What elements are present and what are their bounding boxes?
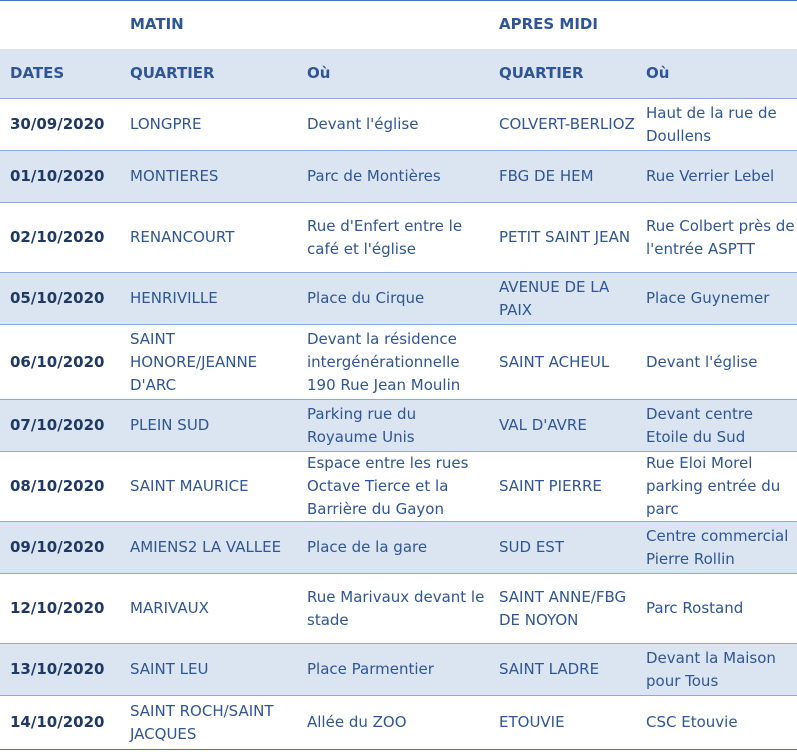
- ou-matin-cell: Place de la gare: [307, 538, 428, 556]
- ou-apres-cell: Devant l'église: [646, 352, 758, 371]
- ou-apres-cell: Rue Verrier Lebel: [646, 167, 775, 185]
- quartier-matin-cell: SAINT MAURICE: [130, 477, 249, 495]
- quartier-matin-cell: RENANCOURT: [130, 228, 235, 246]
- quartier-matin-cell: SAINT LEU: [130, 660, 209, 678]
- ou-apres-cell: CSC Etouvie: [646, 713, 738, 731]
- quartier-apres-cell: SAINT LADRE: [499, 660, 600, 678]
- ou-apres-cell: Place Guynemer: [646, 289, 770, 307]
- quartier-matin-cell: SAINT ROCH/SAINT JACQUES: [130, 701, 274, 743]
- quartier-apres-cell: COLVERT-BERLIOZ: [499, 115, 635, 133]
- ou-apres-cell: Devant centre Etoile du Sud: [646, 404, 753, 446]
- date-cell: 01/10/2020: [10, 167, 105, 185]
- ou-apres-cell: Parc Rostand: [646, 599, 744, 617]
- ou-matin-cell: Rue Marivaux devant le stade: [307, 587, 485, 629]
- ou-matin-column-header: Où: [307, 63, 331, 82]
- ou-apres-cell: Devant la Maison pour Tous: [646, 648, 776, 690]
- table-row: [0, 325, 797, 400]
- ou-matin-cell: Place du Cirque: [307, 289, 425, 307]
- quartier-matin-cell: LONGPRE: [130, 115, 202, 133]
- quartier-apres-cell: VAL D'AVRE: [499, 416, 587, 434]
- table-row: [0, 696, 797, 750]
- date-cell: 13/10/2020: [10, 660, 105, 678]
- table-row: [0, 644, 797, 696]
- ou-apres-cell: Centre commercial Pierre Rollin: [646, 526, 789, 568]
- table-row: [0, 151, 797, 203]
- schedule-rows: [0, 99, 797, 750]
- quartier-matin-cell: PLEIN SUD: [130, 416, 210, 434]
- date-cell: 12/10/2020: [10, 599, 105, 617]
- ou-apres-column-header: Où: [646, 63, 670, 82]
- ou-matin-cell: Parc de Montières: [307, 167, 441, 185]
- ou-matin-cell: Devant la résidence intergénérationnelle 190 Rue Jean Moulin: [307, 329, 461, 394]
- date-cell: 07/10/2020: [10, 416, 105, 434]
- table-row: [0, 273, 797, 325]
- matin-header: MATIN: [130, 15, 184, 34]
- ou-matin-cell: Espace entre les rues Octave Tierce et la Barrière du Gayon: [307, 454, 469, 518]
- quartier-matin-cell: AMIENS2 LA VALLEE: [130, 538, 282, 556]
- ou-apres-cell: Rue Colbert près de l'entrée ASPTT: [646, 216, 795, 258]
- table-row: [0, 400, 797, 452]
- ou-matin-cell: Allée du ZOO: [307, 713, 407, 731]
- quartier-apres-cell: SAINT PIERRE: [499, 477, 602, 495]
- quartier-matin-cell: SAINT HONORE/JEANNE D'ARC: [130, 329, 258, 394]
- quartier-apres-cell: ETOUVIE: [499, 713, 565, 731]
- date-cell: 08/10/2020: [10, 477, 105, 495]
- apres-midi-header: APRES MIDI: [499, 15, 598, 34]
- quartier-matin-cell: HENRIVILLE: [130, 289, 218, 307]
- date-cell: 06/10/2020: [10, 352, 105, 371]
- quartier-apres-cell: SUD EST: [499, 538, 564, 556]
- date-cell: 02/10/2020: [10, 228, 105, 246]
- date-cell: 05/10/2020: [10, 289, 105, 307]
- quartier-apres-cell: FBG DE HEM: [499, 167, 594, 185]
- dates-column-header: DATES: [10, 63, 65, 82]
- ou-matin-cell: Place Parmentier: [307, 660, 434, 678]
- ou-matin-cell: Parking rue du Royaume Unis: [307, 404, 417, 446]
- quartier-apres-cell: SAINT ANNE/FBG DE NOYON: [499, 587, 627, 629]
- column-header-row: [0, 49, 797, 99]
- table-row: [0, 574, 797, 644]
- empty-header-cell: [0, 1, 120, 49]
- date-cell: 14/10/2020: [10, 713, 105, 731]
- ou-apres-cell: Haut de la rue de Doullens: [646, 103, 777, 145]
- ou-matin-cell: Rue d'Enfert entre le café et l'église: [307, 216, 463, 258]
- quartier-apres-cell: AVENUE DE LA PAIX: [499, 277, 610, 319]
- quartier-matin-column-header: QUARTIER: [130, 63, 215, 82]
- quartier-apres-column-header: QUARTIER: [499, 63, 584, 82]
- quartier-apres-cell: SAINT ACHEUL: [499, 352, 610, 371]
- date-cell: 09/10/2020: [10, 538, 105, 556]
- table-row: [0, 99, 797, 151]
- table-row: [0, 452, 797, 522]
- ou-apres-cell: Rue Eloi Morel parking entrée du parc: [646, 454, 781, 518]
- period-header-row: [0, 1, 797, 49]
- quartier-apres-cell: PETIT SAINT JEAN: [499, 228, 631, 246]
- date-cell: 30/09/2020: [10, 115, 105, 133]
- quartier-matin-cell: MARIVAUX: [130, 599, 209, 617]
- ou-matin-cell: Devant l'église: [307, 115, 419, 133]
- table-row: [0, 522, 797, 574]
- quartier-matin-cell: MONTIERES: [130, 167, 219, 185]
- table-row: [0, 203, 797, 273]
